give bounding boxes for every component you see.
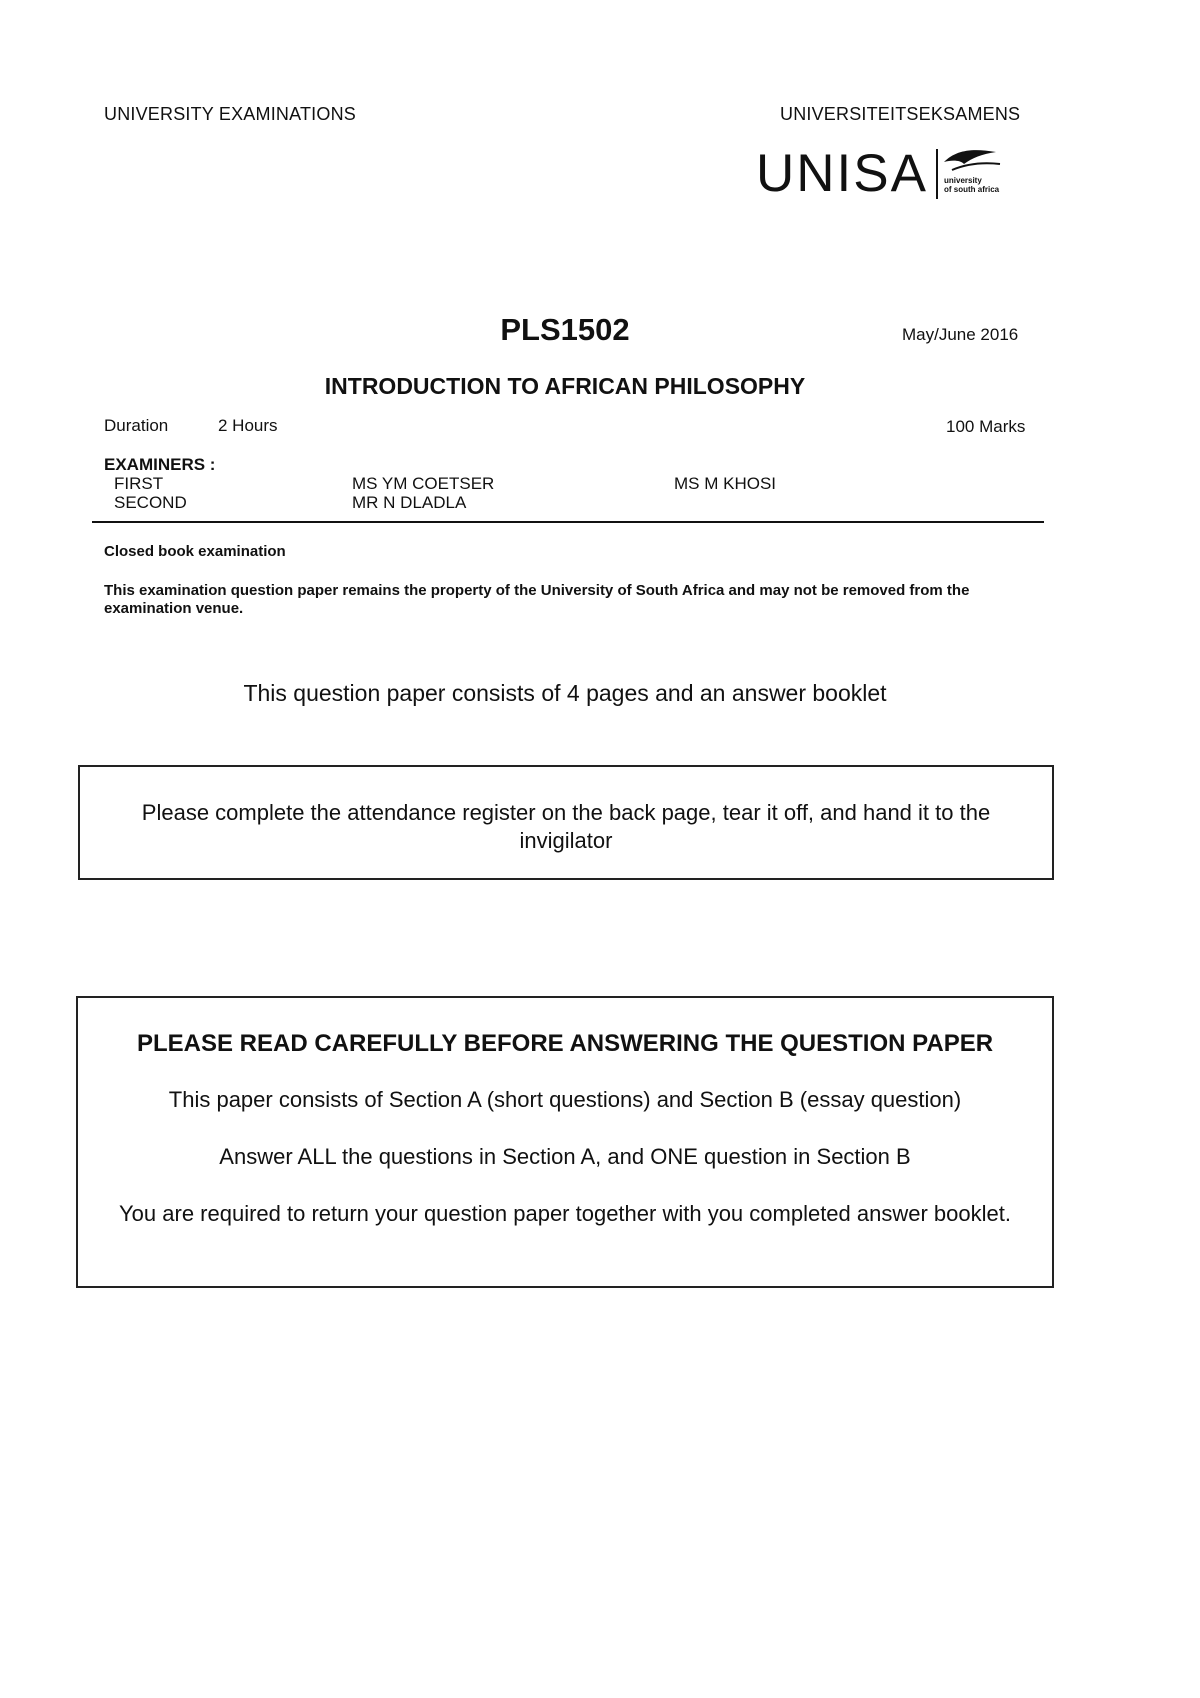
instructions-box bbox=[76, 996, 1054, 1288]
examiner-first-label: FIRST bbox=[114, 474, 164, 493]
examiner-second-name: MR N DLADLA bbox=[352, 493, 467, 512]
page-count-note: This question paper consists of 4 pages and an answer booklet bbox=[243, 680, 887, 706]
header-university-examinations: UNIVERSITY EXAMINATIONS bbox=[104, 104, 356, 124]
logo-tagline-line1: university bbox=[944, 176, 982, 185]
course-title: INTRODUCTION TO AFRICAN PHILOSOPHY bbox=[324, 373, 806, 399]
unisa-logo bbox=[756, 142, 1046, 206]
closed-book-note: Closed book examination bbox=[104, 543, 286, 560]
logo-wordmark: UNISA bbox=[756, 144, 928, 203]
duration-value: 2 Hours bbox=[218, 416, 278, 435]
total-marks: 100 Marks bbox=[946, 417, 1026, 436]
logo-tagline-line2: of south africa bbox=[944, 185, 1000, 194]
attendance-register-box bbox=[78, 765, 1054, 880]
logo-bird-icon bbox=[942, 148, 1002, 176]
instructions-line-answer: Answer ALL the questions in Section A, and ONE question in Section B bbox=[219, 1144, 911, 1169]
examiners-heading: EXAMINERS : bbox=[104, 455, 216, 474]
attendance-register-text: Please complete the attendance register on the back page, tear it off, and hand it to the invigilator bbox=[141, 800, 991, 853]
exam-date: May/June 2016 bbox=[902, 325, 1019, 344]
instructions-line-return: You are required to return your question paper together with you completed answer booklet. bbox=[119, 1201, 1011, 1226]
examiner-first-name-2: MS M KHOSI bbox=[674, 474, 777, 493]
instructions-title: PLEASE READ CAREFULLY BEFORE ANSWERING THE QUESTION PAPER bbox=[136, 1030, 994, 1057]
logo-divider bbox=[936, 149, 938, 199]
course-code: PLS1502 bbox=[500, 312, 630, 347]
examiner-first-name: MS YM COETSER bbox=[352, 474, 495, 493]
header-universiteitseksamens: UNIVERSITEITSEKSAMENS bbox=[780, 104, 1021, 124]
property-note: This examination question paper remains the property of the University of South Africa and may not be removed from the examination venue. bbox=[104, 582, 970, 617]
examiner-second-label: SECOND bbox=[114, 493, 187, 512]
instructions-line-sections: This paper consists of Section A (short questions) and Section B (essay question) bbox=[168, 1087, 962, 1112]
logo-tagline bbox=[944, 176, 999, 194]
duration-label: Duration bbox=[104, 416, 169, 435]
header-divider bbox=[92, 521, 1044, 523]
